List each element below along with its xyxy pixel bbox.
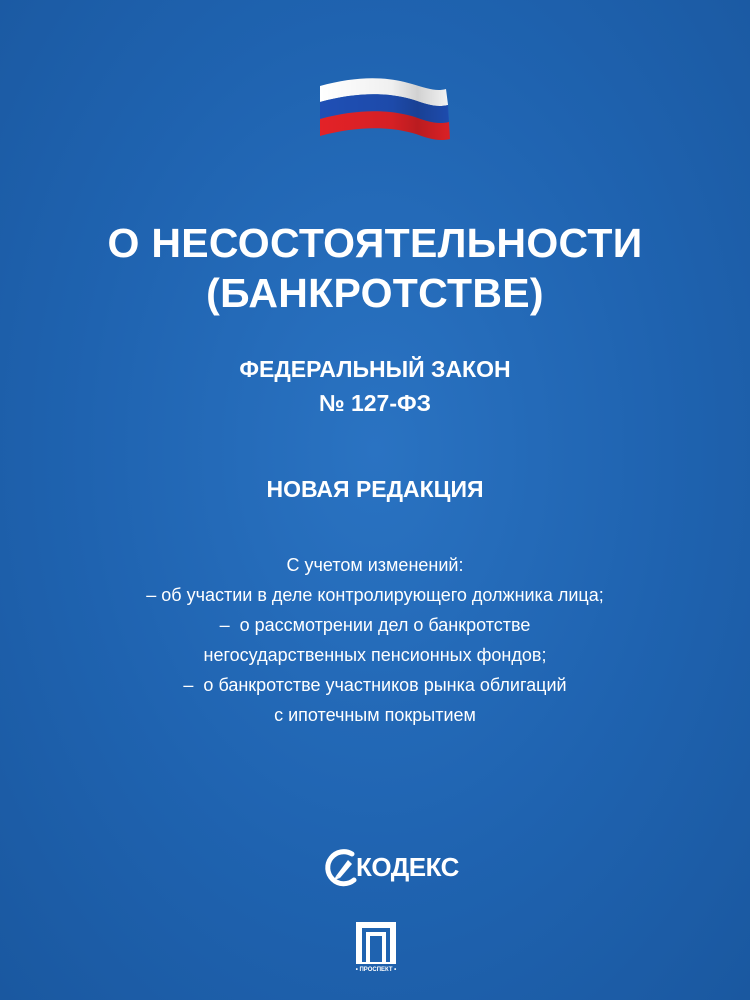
law-number: № 127-ФЗ [318, 390, 432, 416]
changes-list [0, 550, 750, 730]
changes-line: – о рассмотрении дел о банкротстве [219, 615, 531, 635]
changes-line: – об участии в деле контролирующего должника лица; [146, 585, 604, 605]
law-type: ФЕДЕРАЛЬНЫЙ ЗАКОН [239, 356, 511, 382]
changes-line: с ипотечным покрытием [274, 705, 476, 725]
kodeks-logo [322, 846, 459, 890]
edition-label: НОВАЯ РЕДАКЦИЯ [266, 476, 484, 502]
changes-line: С учетом изменений: [286, 555, 464, 575]
changes-line: – о банкротстве участников рынка облигаций [183, 675, 567, 695]
book-title-line-1: О НЕСОСТОЯТЕЛЬНОСТИ [107, 220, 643, 266]
kodeks-wordmark: КОДЕКС [356, 852, 459, 882]
changes-line: негосударственных пенсионных фондов; [203, 645, 547, 665]
prospekt-emblem-icon [352, 920, 400, 966]
prospekt-logo [352, 920, 400, 978]
prospekt-wordmark: • ПРОСПЕКТ • [355, 967, 397, 973]
book-title-line-2: (БАНКРОТСТВЕ) [206, 270, 544, 316]
russian-flag-icon [316, 72, 450, 150]
